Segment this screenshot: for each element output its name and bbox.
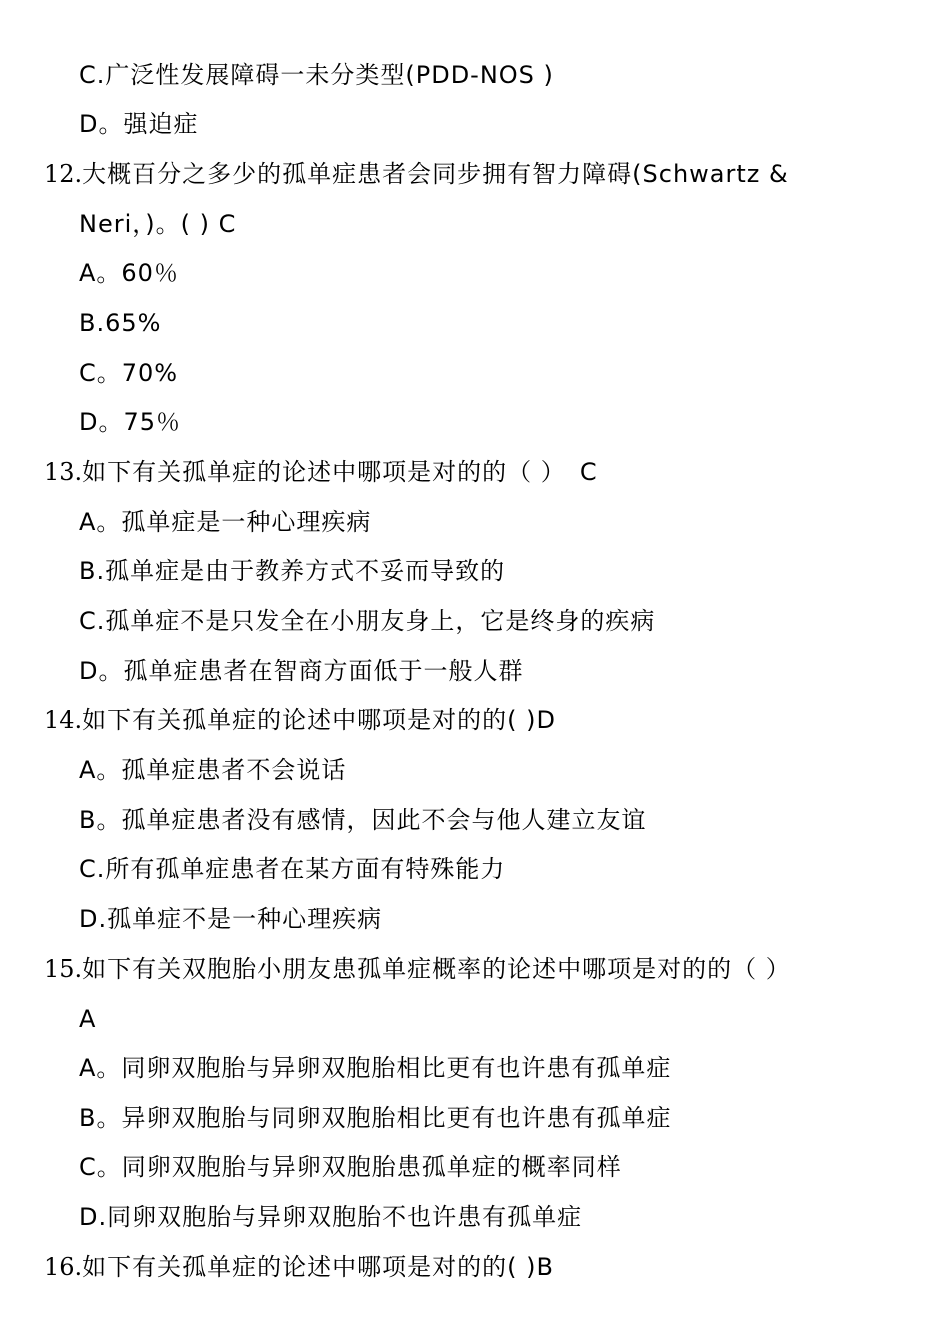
option-15-c: C。同卵双胞胎与异卵双胞胎患孤单症的概率同样 xyxy=(79,1153,622,1181)
question-12 xyxy=(44,159,789,189)
option-13-a: A。孤单症是一种心理疾病 xyxy=(79,508,372,536)
question-number: 16. xyxy=(44,1253,83,1281)
question-14 xyxy=(44,705,556,735)
question-15 xyxy=(44,954,791,984)
question-number: 12. xyxy=(44,160,83,188)
option-12-a: A。60％ xyxy=(79,259,179,287)
option-13-b: B.孤单症是由于教养方式不妥而导致的 xyxy=(79,557,506,585)
question-text: 如下有关孤单症的论述中哪项是对的的( )D xyxy=(82,706,557,734)
option-11-d: D。强迫症 xyxy=(79,110,199,138)
option-15-a: A。同卵双胞胎与异卵双胞胎相比更有也许患有孤单症 xyxy=(79,1054,672,1082)
question-number: 14. xyxy=(44,706,83,734)
option-14-d: D.孤单症不是一种心理疾病 xyxy=(79,905,383,933)
option-14-a: A。孤单症患者不会说话 xyxy=(79,756,347,784)
question-text: 大概百分之多少的孤单症患者会同步拥有智力障碍(Schwartz & xyxy=(82,160,789,188)
question-text: 如下有关双胞胎小朋友患孤单症概率的论述中哪项是对的的（ ） xyxy=(82,955,791,983)
option-15-d: D.同卵双胞胎与异卵双胞胎不也许患有孤单症 xyxy=(79,1203,583,1231)
question-number: 13. xyxy=(44,458,83,486)
option-13-d: D。孤单症患者在智商方面低于一般人群 xyxy=(79,657,524,685)
question-number: 15. xyxy=(44,955,83,983)
option-15-b: B。异卵双胞胎与同卵双胞胎相比更有也许患有孤单症 xyxy=(79,1104,672,1132)
option-12-d: D。75％ xyxy=(79,408,182,436)
question-16 xyxy=(44,1252,554,1282)
option-14-c: C.所有孤单症患者在某方面有特殊能力 xyxy=(79,855,506,883)
question-13 xyxy=(44,457,598,487)
question-12-continuation: Neri，)。( ) C xyxy=(79,210,237,238)
option-12-c: C。70% xyxy=(79,359,179,387)
option-12-b: B.65% xyxy=(79,309,162,337)
question-text: 如下有关孤单症的论述中哪项是对的的( )B xyxy=(82,1253,554,1281)
option-14-b: B。孤单症患者没有感情，因此不会与他人建立友谊 xyxy=(79,806,647,834)
question-text: 如下有关孤单症的论述中哪项是对的的（ ） xyxy=(82,458,566,486)
option-13-c: C.孤单症不是只发全在小朋友身上，它是终身的疾病 xyxy=(79,607,656,635)
option-11-c: C.广泛性发展障碍一未分类型(PDD-NOS ) xyxy=(79,61,554,89)
answer-letter: C xyxy=(579,458,598,486)
question-15-continuation: A xyxy=(79,1005,97,1033)
